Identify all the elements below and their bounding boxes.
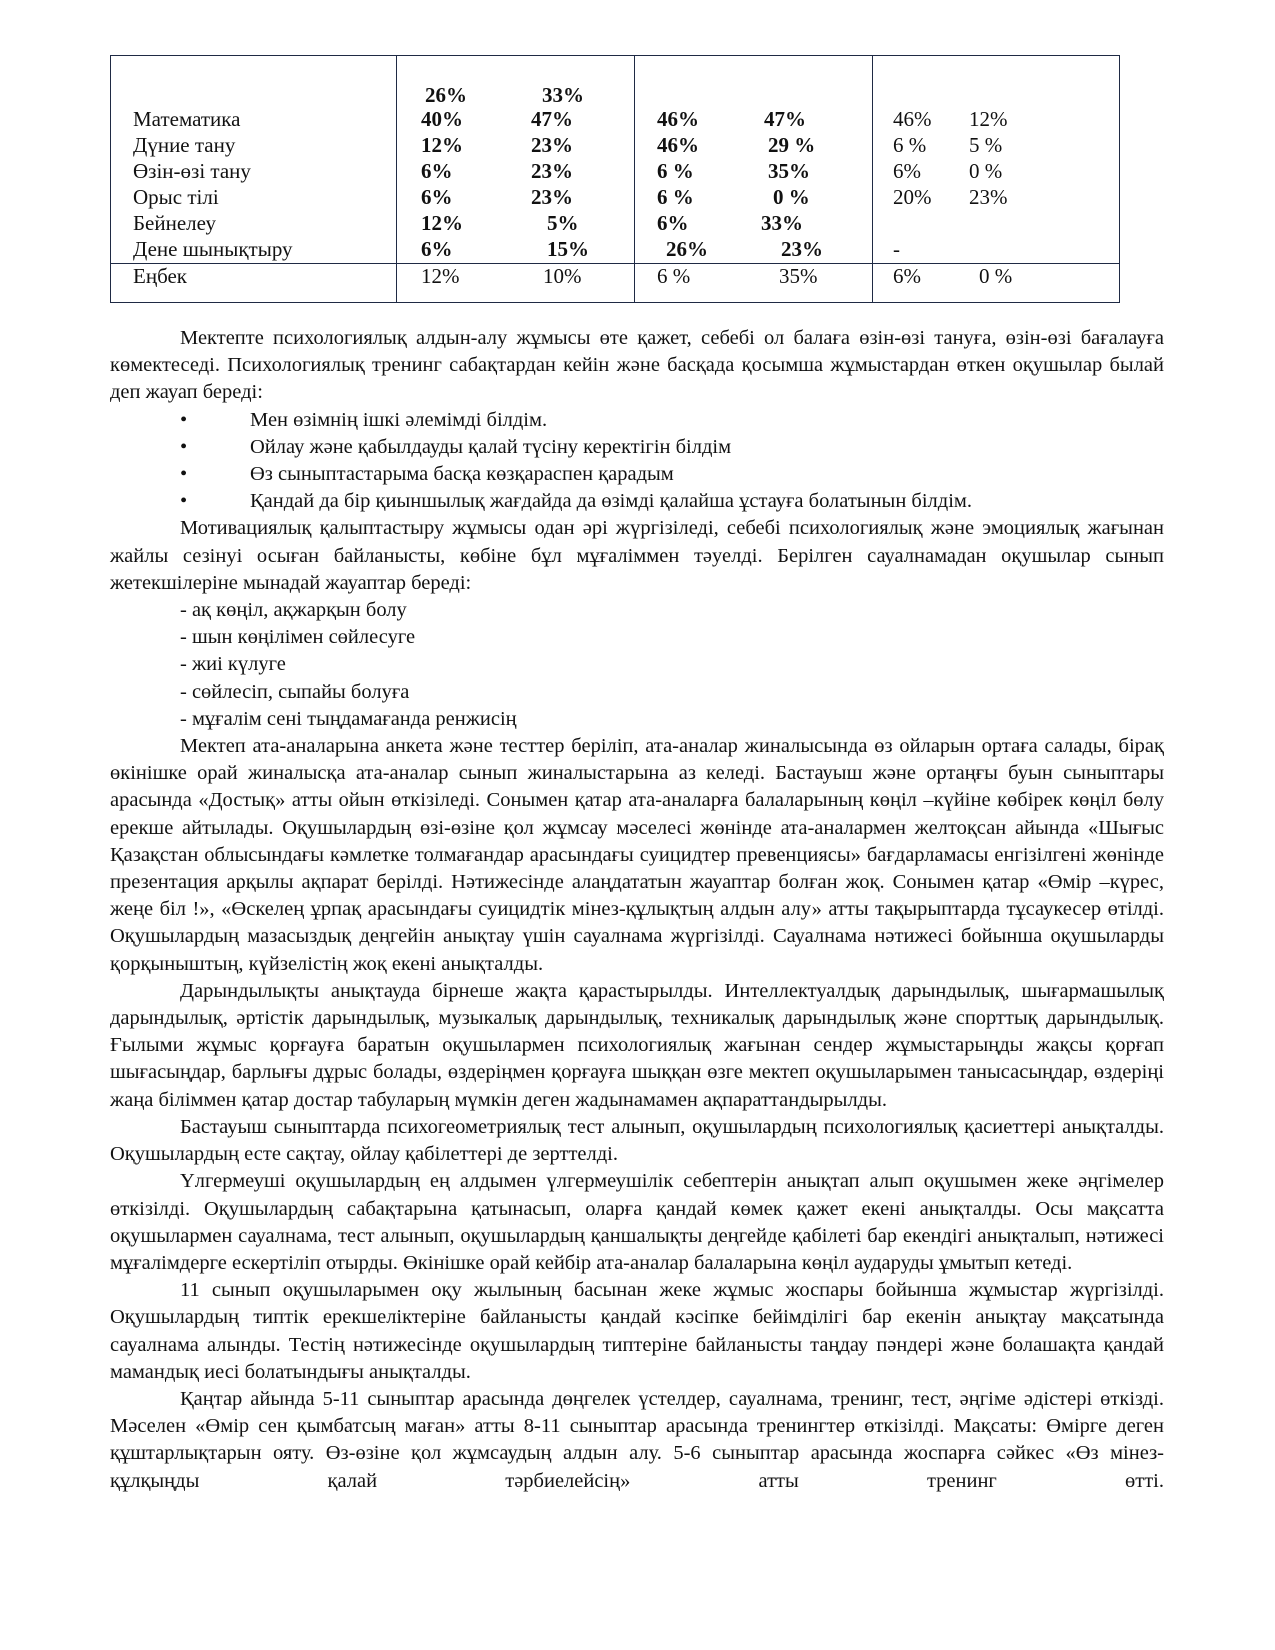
table-cell: 23% — [781, 237, 823, 261]
paragraph: Бастауыш сыныптарда психогеометриялық тест алынып, оқушылардың психологиялық қасиеттері анықталды. Оқушылардың есте сақтау, ойлау қабілеттері де зерттелді. — [110, 1115, 1164, 1166]
table-cell: 0 % — [979, 264, 1013, 288]
bullet-text: Қандай да бір қиыншылық жағдайда да өзімді қалайша ұстауға болатынын білдім. — [250, 490, 972, 513]
bullet-icon: • — [180, 463, 188, 486]
table-cell: 40% — [421, 107, 463, 131]
table-cell: 12% — [969, 107, 1008, 131]
table-cell: 46% — [657, 107, 699, 131]
bullet-text: Мен өзімнің ішкі әлемімді білдім. — [250, 408, 548, 431]
table-cell: 20% — [893, 185, 932, 209]
table-cell: 15% — [547, 237, 589, 261]
table-row-label: Орыс тілі — [133, 185, 219, 209]
table-row-label: Өзін-өзі тану — [133, 159, 251, 183]
table-cell: 6% — [893, 159, 921, 183]
table-cell: - — [893, 237, 900, 261]
bullet-text: Ойлау және қабылдауды қалай түсіну керектігін білдім — [250, 435, 732, 458]
table-row-divider — [111, 263, 1119, 264]
table-row-label: Бейнелеу — [133, 211, 216, 235]
paragraph: 11 сынып оқушыларымен оқу жылының басынан жеке жұмыс жоспары бойынша жұмыстар жүргізілді. Оқушылардың типтік ерекшеліктеріне байланысты қандай кәсіпке бейімділігі бар екенін анықтау мақсатында сауалнама алынды. Тестің нәтижесінде оқушылардың типтеріне байланысты таңдау пәндері және болашақта қандай мамандық иесі болатындығы анықталды. — [110, 1279, 1164, 1383]
paragraph: Дарындылықты анықтауда бірнеше жақта қарастырылды. Интеллектуалдық дарындылық, шығармашылық дарындылық, әртістік дарындылық, музыкалық дарындылық, техникалық дарындылық және спорттық дарындылық. Ғылыми жұмыс қорғауға баратын оқушылармен психологиялық жағынан сендер жұмыстарыңды жақсы қорғап шығасыңдар, барлығы дұрыс болады, өздеріңмен қорғауға шыққан өзге мектеп оқушыларымен танысасыңдар, өздеріңі жаңа біліммен қатар достар табуларың мүмкін деген жадынамамен ақпараттандырылды. — [110, 979, 1164, 1111]
bullet-item — [110, 461, 1164, 488]
table-cell: 6 % — [657, 185, 694, 209]
table-cell: 23% — [969, 185, 1008, 209]
bullet-icon: • — [180, 408, 188, 431]
table-column-divider — [872, 56, 873, 302]
table-cell: 0 % — [969, 159, 1003, 183]
table-cell: 35% — [779, 264, 818, 288]
table-row-label: Еңбек — [133, 264, 187, 288]
table-cell: 6% — [657, 211, 689, 235]
table-cell: 33% — [761, 211, 803, 235]
table-cell: 6% — [421, 185, 453, 209]
table-cell: 23% — [531, 159, 573, 183]
table-row-label: Дене шынықтыру — [133, 237, 293, 261]
table-cell: 5% — [547, 211, 579, 235]
dash-item: - шын көңілімен сөйлесуге — [180, 626, 416, 649]
table-cell: 12% — [421, 211, 463, 235]
table-cell: 46% — [893, 107, 932, 131]
table-cell: 6% — [421, 237, 453, 261]
table-cell: 12% — [421, 133, 463, 157]
table-cell: 6% — [421, 159, 453, 183]
bullet-item — [110, 488, 1164, 515]
table-cell: 23% — [531, 185, 573, 209]
table-cell: 46% — [657, 133, 699, 157]
table-row-label: Математика — [133, 107, 241, 131]
table-cell: 26% — [666, 237, 708, 261]
table-cell: 6% — [893, 264, 921, 288]
dash-item: - ақ көңіл, ақжарқын болу — [180, 599, 407, 622]
table-cell: 47% — [764, 107, 806, 131]
table-cell: 6 % — [657, 264, 691, 288]
paragraph: Мектеп ата-аналарына анкета және тесттер беріліп, ата-аналар жиналысында өз ойларын ортаға салады, бірақ өкінішке орай жиналысқа ата-аналар сынып жиналыстарына аз келеді. Бастауыш және ортаңғы буын сыныптары арасында «Достық» атты ойын өткізіледі. Сонымен қатар ата-аналарға балаларының көңіл –күйіне көбірек көңіл бөлу ерекше айтылады. Оқушылардың өзі-өзіне қол жұмсау мәселесі жөнінде ата-аналармен желтоқсан айында «Шығыс Қазақстан облысындағы кәмлетке толмағандар арасындағы суицидтер превенциясы» бағдарламасы енгізілгені жөнінде презентация арқылы ақпарат берілді. Нәтижесінде алаңдататын жауаптар болған жоқ. Сонымен қатар «Өмір –күрес, жеңе біл !», «Өскелең ұрпақ арасындағы суицидтік мінез-құлықтың алдын алу» атты тақырыптарда тұсаукесер өтілді. Оқушылардың мазасыздық деңгейін анықтау үшін сауалнама жүргізілді. Сауалнама нәтижесі бойынша оқушыларды қорқыныштың, күйзелістің жоқ екені анықталды. — [110, 735, 1164, 975]
bullet-text: Өз сыныптастарыма басқа көзқараспен қарадым — [250, 463, 674, 486]
table-row-label: Дүние тану — [133, 133, 236, 157]
table-cell: 47% — [531, 107, 573, 131]
body-text — [110, 325, 1164, 1495]
dash-item: - жиі күлуге — [180, 653, 286, 676]
table-cell: 5 % — [969, 133, 1003, 157]
paragraph: Мотивациялық қалыптастыру жұмысы одан әрі жүргізіледі, себебі психологиялық және эмоциялық жағынан жайлы сезінуі осыған байланысты, көбіне бұл мұғаліммен тәуелді. Берілген сауалнамадан оқушылар сынып жетекшілеріне мынадай жауаптар береді: — [110, 517, 1164, 594]
paragraph: Қаңтар айында 5-11 сыныптар арасында дөңгелек үстелдер, сауалнама, тренинг, тест, әңгіме әдістері өткізді. Мәселен «Өмір сен қымбатсың маған» атты 8-11 сыныптар арасында тренингтер өткізілді. Мақсаты: Өмірге деген құштарлықтарын ояту. Өз-өзіне қол жұмсаудың алдын алу. 5-6 сыныптар арасында жоспарға сәйкес «Өз мінез-құлқыңды қалай тәрбиелейсің» атты тренинг өтті. — [110, 1387, 1164, 1492]
table-cell: 35% — [768, 159, 810, 183]
table-cell: 33% — [542, 83, 584, 107]
table-cell: 6 % — [893, 133, 927, 157]
table-cell: 29 % — [768, 133, 816, 157]
table-cell: 23% — [531, 133, 573, 157]
table-cell: 6 % — [657, 159, 694, 183]
paragraph: Үлгермеуші оқушылардың ең алдымен үлгермеушілік себептерін анықтап алып оқушымен жеке әңгімелер өткізілді. Оқушылардың сабақтарына қатынасып, оларға қандай көмек қажет екені анықталды. Осы мақсатта оқушылармен сауалнама, тест алынып, оқушылардың қаншалықты деңгейде қабілеті бар екендігі анықталып, нәтижесі мұғалімдерге ескертіліп отырды. Өкінішке орай кейбір ата-аналар балаларына көңіл аударуды ұмытып кетеді. — [110, 1170, 1164, 1274]
table-cell: 12% — [421, 264, 460, 288]
table-column-divider — [634, 56, 635, 302]
bullet-item — [110, 407, 1164, 434]
dash-item: - мұғалім сені тыңдамағанда ренжисің — [180, 707, 517, 730]
dash-item: - сөйлесіп, сыпайы болуға — [180, 680, 410, 703]
bullet-item — [110, 434, 1164, 461]
bullet-icon: • — [180, 490, 188, 513]
table-cell: 26% — [425, 83, 467, 107]
table-cell: 0 % — [773, 185, 810, 209]
table-column-divider — [396, 56, 397, 302]
paragraph: Мектепте психологиялық алдын-алу жұмысы өте қажет, себебі ол балаға өзін-өзі тануға, өзін-өзі бағалауға көмектеседі. Психологиялық тренинг сабақтардан кейін және басқада қосымша жұмыстардан өткен оқушылар былай деп жауап береді: — [110, 327, 1164, 404]
grades-table — [110, 55, 1120, 303]
bullet-icon: • — [180, 435, 188, 458]
table-cell: 10% — [543, 264, 582, 288]
